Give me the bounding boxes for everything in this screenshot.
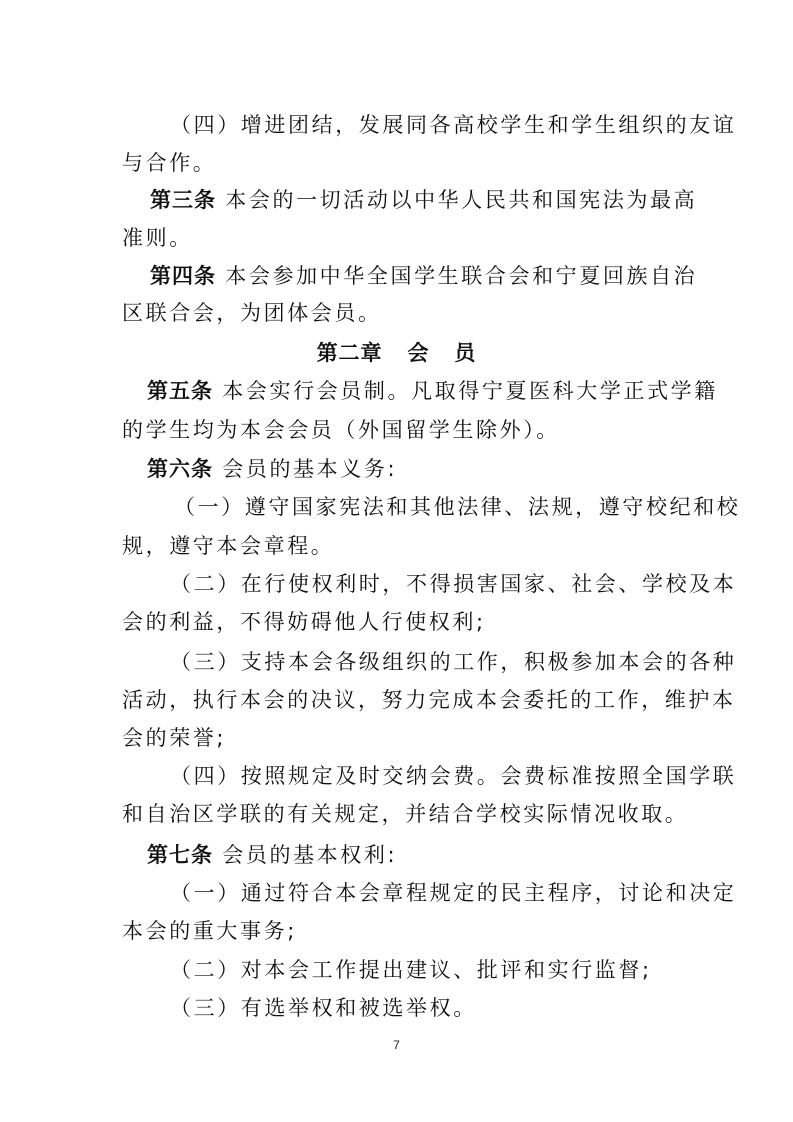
paragraph-line: （二）对本会工作提出建议、批评和实行监督; xyxy=(170,958,652,982)
chapter-heading: 第二章 会 员 xyxy=(316,341,477,365)
paragraph-line: （四）增进团结，发展同各高校学生和学生组织的友谊 xyxy=(170,113,737,137)
paragraph-line: 会的荣誉; xyxy=(122,726,227,750)
article-heading: 第六条 xyxy=(147,457,213,481)
paragraph-line: 规，遵守本会章程。 xyxy=(122,534,335,558)
article-text: 会员的基本权利: xyxy=(213,843,398,867)
paragraph-line: （四）按照规定及时交纳会费。会费标准按照全国学联 xyxy=(170,764,737,788)
article-line xyxy=(0,260,793,292)
article-line xyxy=(0,839,793,871)
paragraph-line: 的学生均为本会会员（外国留学生除外）。 xyxy=(122,418,560,442)
article-line xyxy=(0,453,793,485)
article-heading: 第三条 xyxy=(150,188,216,212)
article-text: 本会的一切活动以中华人民共和国宪法为最高 xyxy=(216,188,698,212)
paragraph-line: 与合作。 xyxy=(122,151,217,175)
paragraph-line: 准则。 xyxy=(122,226,193,250)
article-text: 本会参加中华全国学生联合会和宁夏回族自治 xyxy=(216,264,698,288)
paragraph-line: 本会的重大事务; xyxy=(122,919,297,943)
paragraph-line: （一）通过符合本会章程规定的民主程序，讨论和决定 xyxy=(170,881,737,905)
article-heading: 第四条 xyxy=(150,264,216,288)
article-heading: 第五条 xyxy=(147,379,213,403)
paragraph-line: 和自治区学联的有关规定，并结合学校实际情况收取。 xyxy=(122,802,689,826)
paragraph-line: 会的利益，不得妨碍他人行使权利; xyxy=(122,610,486,634)
article-line xyxy=(0,184,793,216)
paragraph-line: （二）在行使权利时，不得损害国家、社会、学校及本 xyxy=(170,572,737,596)
paragraph-line: （三）支持本会各级组织的工作，积极参加本会的各种 xyxy=(170,650,737,674)
page-number: 7 xyxy=(393,1038,400,1052)
paragraph-line: （一）遵守国家宪法和其他法律、法规，遵守校纪和校 xyxy=(174,495,741,519)
paragraph-line: 活动，执行本会的决议，努力完成本会委托的工作，维护本 xyxy=(122,688,736,712)
article-line xyxy=(0,375,793,407)
article-text: 会员的基本义务: xyxy=(213,457,398,481)
paragraph-line: （三）有选举权和被选举权。 xyxy=(170,996,477,1020)
article-text: 本会实行会员制。凡取得宁夏医科大学正式学籍 xyxy=(213,379,718,403)
article-heading: 第七条 xyxy=(147,843,213,867)
paragraph-line: 区联合会，为团体会员。 xyxy=(122,301,382,325)
